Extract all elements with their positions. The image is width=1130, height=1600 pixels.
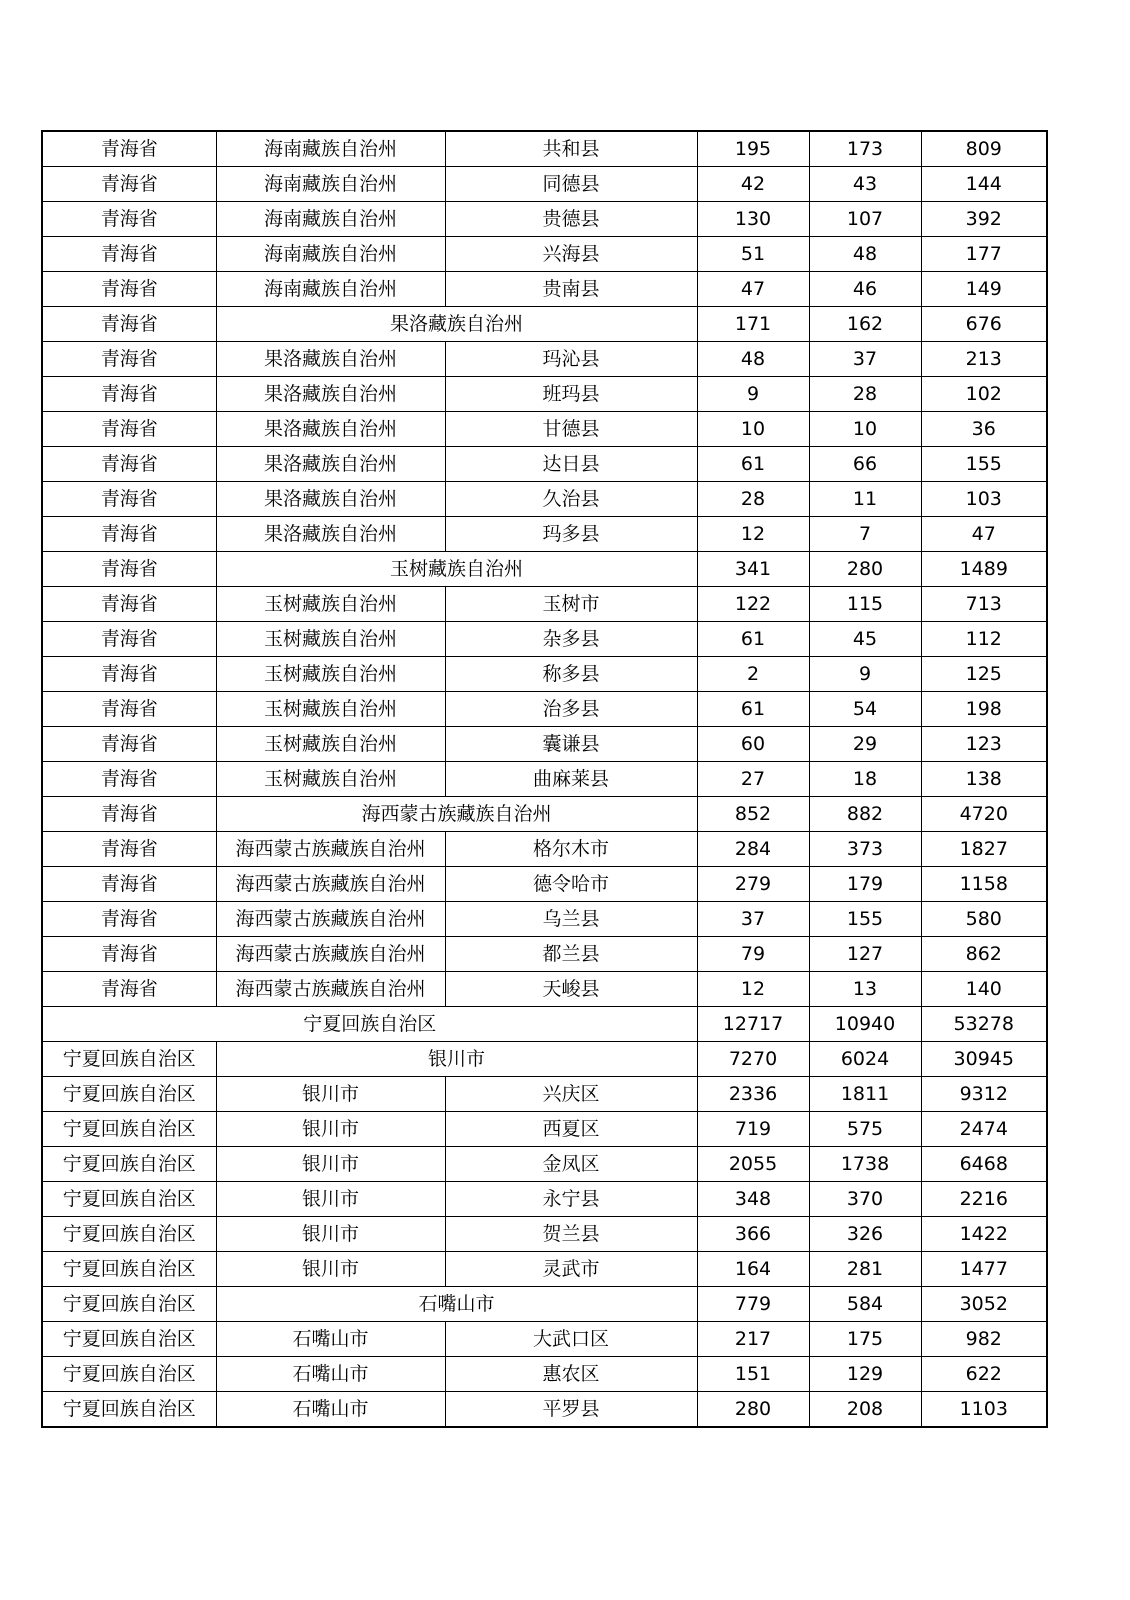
county-cell: 金凤区 bbox=[445, 1147, 697, 1182]
value-cell-2: 46 bbox=[809, 272, 921, 307]
value-cell-2: 6024 bbox=[809, 1042, 921, 1077]
county-cell: 格尔木市 bbox=[445, 832, 697, 867]
prefecture-cell: 玉树藏族自治州 bbox=[216, 727, 445, 762]
table-row bbox=[42, 867, 1047, 902]
prefecture-cell: 果洛藏族自治州 bbox=[216, 342, 445, 377]
table-row bbox=[42, 167, 1047, 202]
value-cell-2: 129 bbox=[809, 1357, 921, 1392]
value-cell-3: 1422 bbox=[921, 1217, 1047, 1252]
county-cell: 同德县 bbox=[445, 167, 697, 202]
prefecture-cell: 果洛藏族自治州 bbox=[216, 307, 697, 342]
value-cell-1: 61 bbox=[697, 692, 809, 727]
prefecture-cell: 银川市 bbox=[216, 1077, 445, 1112]
county-cell: 贺兰县 bbox=[445, 1217, 697, 1252]
value-cell-2: 43 bbox=[809, 167, 921, 202]
table-row bbox=[42, 307, 1047, 342]
value-cell-1: 852 bbox=[697, 797, 809, 832]
county-cell: 玉树市 bbox=[445, 587, 697, 622]
region-cell: 宁夏回族自治区 bbox=[42, 1042, 216, 1077]
county-cell: 大武口区 bbox=[445, 1322, 697, 1357]
county-cell: 贵南县 bbox=[445, 272, 697, 307]
region-cell: 青海省 bbox=[42, 377, 216, 412]
prefecture-cell: 银川市 bbox=[216, 1112, 445, 1147]
prefecture-cell: 玉树藏族自治州 bbox=[216, 552, 697, 587]
value-cell-3: 155 bbox=[921, 447, 1047, 482]
value-cell-1: 217 bbox=[697, 1322, 809, 1357]
value-cell-1: 12 bbox=[697, 972, 809, 1007]
value-cell-3: 30945 bbox=[921, 1042, 1047, 1077]
prefecture-cell: 石嘴山市 bbox=[216, 1357, 445, 1392]
value-cell-1: 37 bbox=[697, 902, 809, 937]
region-cell: 青海省 bbox=[42, 797, 216, 832]
value-cell-3: 2216 bbox=[921, 1182, 1047, 1217]
table-row bbox=[42, 832, 1047, 867]
value-cell-1: 779 bbox=[697, 1287, 809, 1322]
region-cell: 宁夏回族自治区 bbox=[42, 1287, 216, 1322]
value-cell-3: 809 bbox=[921, 131, 1047, 167]
value-cell-1: 2 bbox=[697, 657, 809, 692]
value-cell-2: 48 bbox=[809, 237, 921, 272]
county-cell: 永宁县 bbox=[445, 1182, 697, 1217]
prefecture-cell: 果洛藏族自治州 bbox=[216, 517, 445, 552]
value-cell-3: 580 bbox=[921, 902, 1047, 937]
prefecture-cell: 银川市 bbox=[216, 1182, 445, 1217]
county-cell: 惠农区 bbox=[445, 1357, 697, 1392]
value-cell-3: 9312 bbox=[921, 1077, 1047, 1112]
value-cell-3: 622 bbox=[921, 1357, 1047, 1392]
region-cell: 宁夏回族自治区 bbox=[42, 1392, 216, 1428]
value-cell-3: 213 bbox=[921, 342, 1047, 377]
value-cell-3: 47 bbox=[921, 517, 1047, 552]
table-row bbox=[42, 1252, 1047, 1287]
table-row bbox=[42, 1077, 1047, 1112]
value-cell-2: 175 bbox=[809, 1322, 921, 1357]
region-cell: 青海省 bbox=[42, 867, 216, 902]
value-cell-1: 164 bbox=[697, 1252, 809, 1287]
value-cell-2: 280 bbox=[809, 552, 921, 587]
value-cell-1: 284 bbox=[697, 832, 809, 867]
value-cell-3: 1158 bbox=[921, 867, 1047, 902]
county-cell: 甘德县 bbox=[445, 412, 697, 447]
value-cell-3: 1103 bbox=[921, 1392, 1047, 1428]
value-cell-2: 107 bbox=[809, 202, 921, 237]
region-cell: 青海省 bbox=[42, 167, 216, 202]
value-cell-3: 1827 bbox=[921, 832, 1047, 867]
value-cell-3: 36 bbox=[921, 412, 1047, 447]
county-cell: 灵武市 bbox=[445, 1252, 697, 1287]
region-cell: 青海省 bbox=[42, 832, 216, 867]
prefecture-cell: 海南藏族自治州 bbox=[216, 272, 445, 307]
value-cell-2: 29 bbox=[809, 727, 921, 762]
region-cell: 青海省 bbox=[42, 972, 216, 1007]
county-cell: 兴庆区 bbox=[445, 1077, 697, 1112]
value-cell-3: 198 bbox=[921, 692, 1047, 727]
table-row bbox=[42, 1007, 1047, 1042]
value-cell-3: 53278 bbox=[921, 1007, 1047, 1042]
region-cell: 青海省 bbox=[42, 657, 216, 692]
county-cell: 囊谦县 bbox=[445, 727, 697, 762]
value-cell-1: 61 bbox=[697, 622, 809, 657]
value-cell-1: 279 bbox=[697, 867, 809, 902]
region-cell: 青海省 bbox=[42, 517, 216, 552]
prefecture-cell: 石嘴山市 bbox=[216, 1287, 697, 1322]
province-total-cell: 宁夏回族自治区 bbox=[42, 1007, 697, 1042]
prefecture-cell: 银川市 bbox=[216, 1252, 445, 1287]
value-cell-3: 982 bbox=[921, 1322, 1047, 1357]
value-cell-2: 28 bbox=[809, 377, 921, 412]
value-cell-2: 326 bbox=[809, 1217, 921, 1252]
table-row bbox=[42, 552, 1047, 587]
region-cell: 宁夏回族自治区 bbox=[42, 1252, 216, 1287]
value-cell-1: 42 bbox=[697, 167, 809, 202]
region-cell: 青海省 bbox=[42, 412, 216, 447]
table-row bbox=[42, 1217, 1047, 1252]
county-cell: 玛多县 bbox=[445, 517, 697, 552]
table-row bbox=[42, 972, 1047, 1007]
prefecture-cell: 玉树藏族自治州 bbox=[216, 657, 445, 692]
value-cell-1: 7270 bbox=[697, 1042, 809, 1077]
value-cell-2: 37 bbox=[809, 342, 921, 377]
county-cell: 治多县 bbox=[445, 692, 697, 727]
county-cell: 乌兰县 bbox=[445, 902, 697, 937]
table-row bbox=[42, 447, 1047, 482]
value-cell-1: 60 bbox=[697, 727, 809, 762]
value-cell-2: 9 bbox=[809, 657, 921, 692]
prefecture-cell: 海南藏族自治州 bbox=[216, 237, 445, 272]
region-cell: 宁夏回族自治区 bbox=[42, 1147, 216, 1182]
table-row bbox=[42, 1357, 1047, 1392]
prefecture-cell: 海西蒙古族藏族自治州 bbox=[216, 972, 445, 1007]
value-cell-2: 370 bbox=[809, 1182, 921, 1217]
prefecture-cell: 果洛藏族自治州 bbox=[216, 377, 445, 412]
county-cell: 玛沁县 bbox=[445, 342, 697, 377]
value-cell-3: 140 bbox=[921, 972, 1047, 1007]
prefecture-cell: 银川市 bbox=[216, 1042, 697, 1077]
value-cell-2: 54 bbox=[809, 692, 921, 727]
table-row bbox=[42, 131, 1047, 167]
value-cell-1: 27 bbox=[697, 762, 809, 797]
value-cell-3: 6468 bbox=[921, 1147, 1047, 1182]
prefecture-cell: 果洛藏族自治州 bbox=[216, 412, 445, 447]
region-cell: 青海省 bbox=[42, 587, 216, 622]
value-cell-3: 676 bbox=[921, 307, 1047, 342]
table-row bbox=[42, 902, 1047, 937]
prefecture-cell: 果洛藏族自治州 bbox=[216, 447, 445, 482]
county-cell: 天峻县 bbox=[445, 972, 697, 1007]
table-row bbox=[42, 342, 1047, 377]
region-cell: 青海省 bbox=[42, 342, 216, 377]
county-cell: 平罗县 bbox=[445, 1392, 697, 1428]
value-cell-3: 3052 bbox=[921, 1287, 1047, 1322]
prefecture-cell: 玉树藏族自治州 bbox=[216, 587, 445, 622]
region-cell: 青海省 bbox=[42, 762, 216, 797]
value-cell-2: 179 bbox=[809, 867, 921, 902]
prefecture-cell: 玉树藏族自治州 bbox=[216, 692, 445, 727]
value-cell-1: 2055 bbox=[697, 1147, 809, 1182]
value-cell-2: 10940 bbox=[809, 1007, 921, 1042]
table-row bbox=[42, 1112, 1047, 1147]
prefecture-cell: 海西蒙古族藏族自治州 bbox=[216, 867, 445, 902]
county-cell: 西夏区 bbox=[445, 1112, 697, 1147]
county-cell: 称多县 bbox=[445, 657, 697, 692]
value-cell-3: 149 bbox=[921, 272, 1047, 307]
value-cell-3: 144 bbox=[921, 167, 1047, 202]
value-cell-2: 575 bbox=[809, 1112, 921, 1147]
value-cell-3: 138 bbox=[921, 762, 1047, 797]
value-cell-3: 103 bbox=[921, 482, 1047, 517]
value-cell-2: 18 bbox=[809, 762, 921, 797]
value-cell-2: 45 bbox=[809, 622, 921, 657]
prefecture-cell: 玉树藏族自治州 bbox=[216, 622, 445, 657]
value-cell-1: 79 bbox=[697, 937, 809, 972]
region-cell: 青海省 bbox=[42, 727, 216, 762]
table-row bbox=[42, 1287, 1047, 1322]
value-cell-1: 10 bbox=[697, 412, 809, 447]
value-cell-2: 13 bbox=[809, 972, 921, 1007]
table-row bbox=[42, 622, 1047, 657]
value-cell-1: 171 bbox=[697, 307, 809, 342]
prefecture-cell: 石嘴山市 bbox=[216, 1322, 445, 1357]
value-cell-3: 4720 bbox=[921, 797, 1047, 832]
value-cell-3: 2474 bbox=[921, 1112, 1047, 1147]
table-row bbox=[42, 797, 1047, 832]
region-cell: 宁夏回族自治区 bbox=[42, 1217, 216, 1252]
value-cell-1: 366 bbox=[697, 1217, 809, 1252]
value-cell-1: 48 bbox=[697, 342, 809, 377]
table-row bbox=[42, 762, 1047, 797]
value-cell-1: 2336 bbox=[697, 1077, 809, 1112]
region-cell: 宁夏回族自治区 bbox=[42, 1357, 216, 1392]
prefecture-cell: 海南藏族自治州 bbox=[216, 202, 445, 237]
prefecture-cell: 海西蒙古族藏族自治州 bbox=[216, 937, 445, 972]
table-body bbox=[42, 131, 1047, 1427]
table-row bbox=[42, 657, 1047, 692]
table-row bbox=[42, 482, 1047, 517]
value-cell-3: 125 bbox=[921, 657, 1047, 692]
value-cell-2: 208 bbox=[809, 1392, 921, 1428]
value-cell-2: 882 bbox=[809, 797, 921, 832]
prefecture-cell: 石嘴山市 bbox=[216, 1392, 445, 1428]
prefecture-cell: 海南藏族自治州 bbox=[216, 167, 445, 202]
county-cell: 达日县 bbox=[445, 447, 697, 482]
prefecture-cell: 海西蒙古族藏族自治州 bbox=[216, 902, 445, 937]
prefecture-cell: 海西蒙古族藏族自治州 bbox=[216, 832, 445, 867]
county-cell: 贵德县 bbox=[445, 202, 697, 237]
county-cell: 久治县 bbox=[445, 482, 697, 517]
table-row bbox=[42, 202, 1047, 237]
table-row bbox=[42, 587, 1047, 622]
table-row bbox=[42, 377, 1047, 412]
region-cell: 青海省 bbox=[42, 237, 216, 272]
value-cell-2: 127 bbox=[809, 937, 921, 972]
region-cell: 青海省 bbox=[42, 622, 216, 657]
value-cell-1: 61 bbox=[697, 447, 809, 482]
county-cell: 德令哈市 bbox=[445, 867, 697, 902]
value-cell-3: 177 bbox=[921, 237, 1047, 272]
value-cell-2: 584 bbox=[809, 1287, 921, 1322]
county-cell: 杂多县 bbox=[445, 622, 697, 657]
value-cell-2: 66 bbox=[809, 447, 921, 482]
table-row bbox=[42, 517, 1047, 552]
table-row bbox=[42, 272, 1047, 307]
value-cell-1: 341 bbox=[697, 552, 809, 587]
region-cell: 青海省 bbox=[42, 552, 216, 587]
value-cell-3: 102 bbox=[921, 377, 1047, 412]
region-cell: 青海省 bbox=[42, 692, 216, 727]
value-cell-3: 123 bbox=[921, 727, 1047, 762]
value-cell-1: 9 bbox=[697, 377, 809, 412]
value-cell-2: 162 bbox=[809, 307, 921, 342]
region-cell: 宁夏回族自治区 bbox=[42, 1077, 216, 1112]
region-cell: 青海省 bbox=[42, 272, 216, 307]
prefecture-cell: 银川市 bbox=[216, 1217, 445, 1252]
prefecture-cell: 银川市 bbox=[216, 1147, 445, 1182]
table-row bbox=[42, 1182, 1047, 1217]
table-row bbox=[42, 1322, 1047, 1357]
table-row bbox=[42, 937, 1047, 972]
value-cell-2: 11 bbox=[809, 482, 921, 517]
table-row bbox=[42, 727, 1047, 762]
value-cell-1: 122 bbox=[697, 587, 809, 622]
region-cell: 宁夏回族自治区 bbox=[42, 1112, 216, 1147]
table-row bbox=[42, 1392, 1047, 1428]
value-cell-1: 348 bbox=[697, 1182, 809, 1217]
table-row bbox=[42, 237, 1047, 272]
value-cell-1: 12717 bbox=[697, 1007, 809, 1042]
county-cell: 都兰县 bbox=[445, 937, 697, 972]
value-cell-1: 12 bbox=[697, 517, 809, 552]
value-cell-2: 1811 bbox=[809, 1077, 921, 1112]
prefecture-cell: 海南藏族自治州 bbox=[216, 131, 445, 167]
table-row bbox=[42, 412, 1047, 447]
value-cell-2: 173 bbox=[809, 131, 921, 167]
region-cell: 青海省 bbox=[42, 307, 216, 342]
value-cell-3: 112 bbox=[921, 622, 1047, 657]
region-cell: 青海省 bbox=[42, 131, 216, 167]
value-cell-3: 392 bbox=[921, 202, 1047, 237]
value-cell-2: 373 bbox=[809, 832, 921, 867]
value-cell-2: 7 bbox=[809, 517, 921, 552]
region-cell: 宁夏回族自治区 bbox=[42, 1322, 216, 1357]
prefecture-cell: 果洛藏族自治州 bbox=[216, 482, 445, 517]
value-cell-2: 155 bbox=[809, 902, 921, 937]
value-cell-2: 115 bbox=[809, 587, 921, 622]
county-cell: 班玛县 bbox=[445, 377, 697, 412]
region-cell: 青海省 bbox=[42, 937, 216, 972]
value-cell-2: 10 bbox=[809, 412, 921, 447]
value-cell-1: 719 bbox=[697, 1112, 809, 1147]
region-cell: 青海省 bbox=[42, 202, 216, 237]
value-cell-2: 1738 bbox=[809, 1147, 921, 1182]
region-cell: 宁夏回族自治区 bbox=[42, 1182, 216, 1217]
value-cell-1: 130 bbox=[697, 202, 809, 237]
value-cell-3: 1477 bbox=[921, 1252, 1047, 1287]
value-cell-3: 713 bbox=[921, 587, 1047, 622]
value-cell-1: 280 bbox=[697, 1392, 809, 1428]
county-cell: 曲麻莱县 bbox=[445, 762, 697, 797]
value-cell-2: 281 bbox=[809, 1252, 921, 1287]
county-cell: 兴海县 bbox=[445, 237, 697, 272]
table-row bbox=[42, 1147, 1047, 1182]
prefecture-cell: 玉树藏族自治州 bbox=[216, 762, 445, 797]
region-cell: 青海省 bbox=[42, 902, 216, 937]
value-cell-1: 195 bbox=[697, 131, 809, 167]
value-cell-1: 47 bbox=[697, 272, 809, 307]
table-row bbox=[42, 1042, 1047, 1077]
region-cell: 青海省 bbox=[42, 482, 216, 517]
value-cell-1: 151 bbox=[697, 1357, 809, 1392]
table-row bbox=[42, 692, 1047, 727]
prefecture-cell: 海西蒙古族藏族自治州 bbox=[216, 797, 697, 832]
value-cell-1: 28 bbox=[697, 482, 809, 517]
value-cell-1: 51 bbox=[697, 237, 809, 272]
statistics-table bbox=[41, 130, 1048, 1428]
value-cell-3: 1489 bbox=[921, 552, 1047, 587]
county-cell: 共和县 bbox=[445, 131, 697, 167]
region-cell: 青海省 bbox=[42, 447, 216, 482]
value-cell-3: 862 bbox=[921, 937, 1047, 972]
